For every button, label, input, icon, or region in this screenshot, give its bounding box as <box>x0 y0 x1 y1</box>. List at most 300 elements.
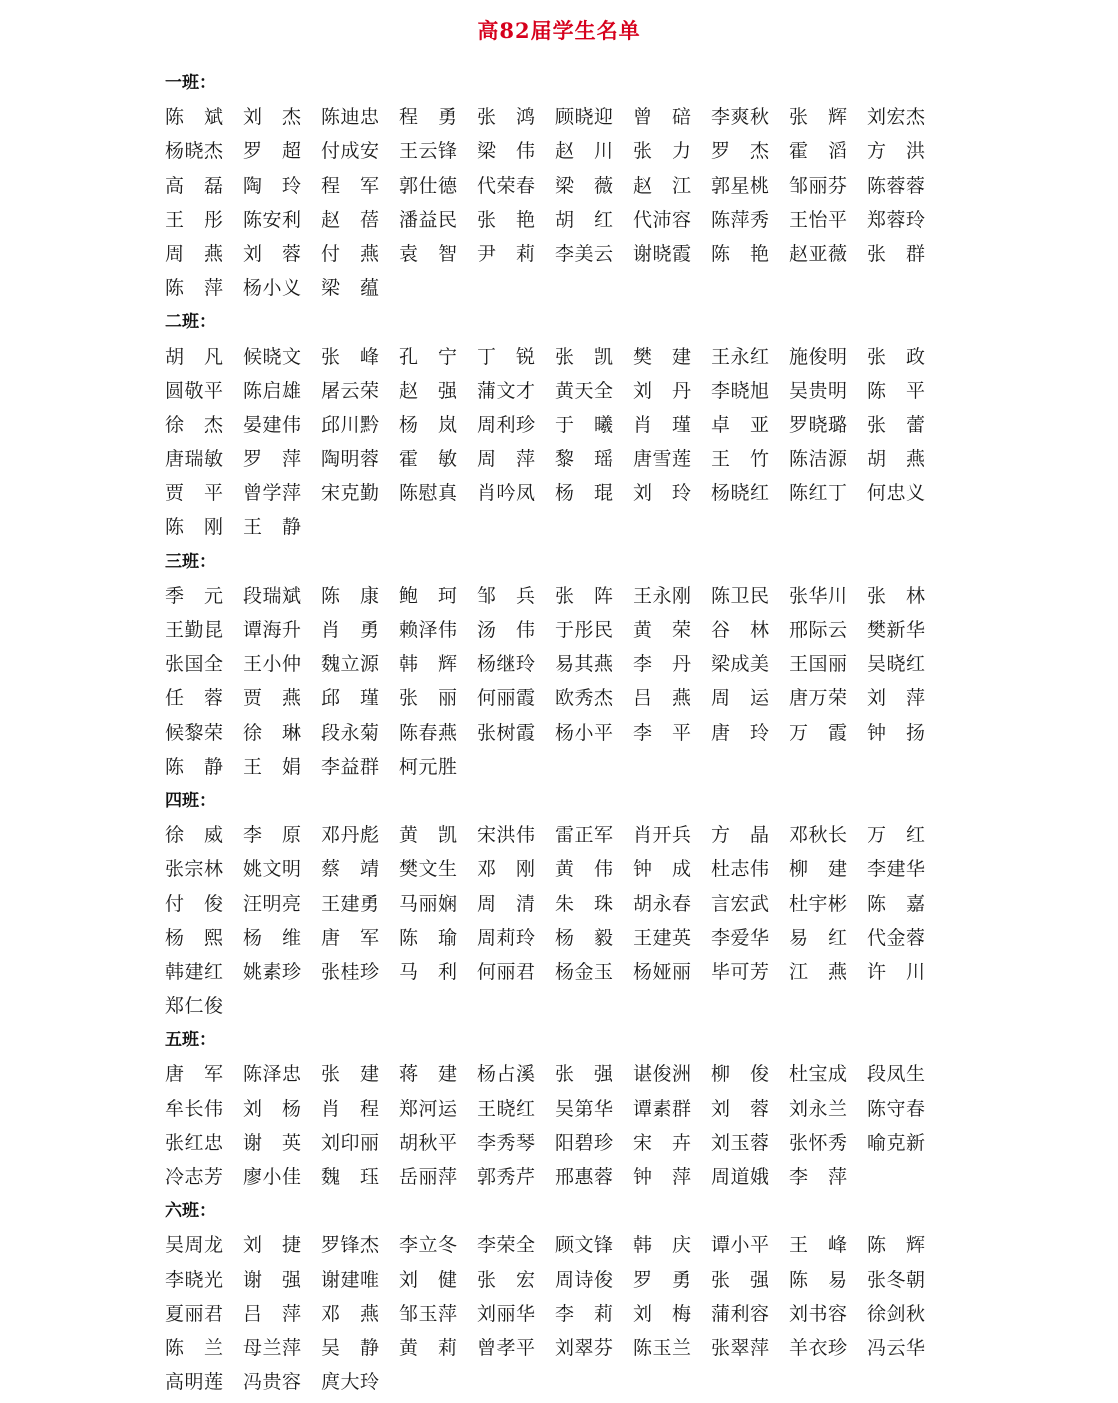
student-name: 姚素珍 <box>243 960 301 983</box>
class-section <box>165 545 965 784</box>
student-name: 陈启雄 <box>243 379 301 402</box>
student-name: 张怀秀 <box>789 1131 847 1154</box>
student-name: 蒲利容 <box>711 1302 769 1325</box>
student-name: 陈 康 <box>321 584 379 607</box>
student-name: 冯贵容 <box>243 1371 301 1394</box>
student-name: 罗 超 <box>243 140 301 163</box>
student-name: 宋克勤 <box>321 482 379 505</box>
student-name: 张 丽 <box>399 687 457 710</box>
student-name: 杨 琨 <box>555 482 613 505</box>
student-name: 李荣全 <box>477 1234 535 1257</box>
student-name: 李爱华 <box>711 926 769 949</box>
student-name: 陶 玲 <box>243 174 301 197</box>
student-name: 邓秋长 <box>789 824 847 847</box>
student-name: 高明莲 <box>165 1371 223 1394</box>
student-name: 马 利 <box>399 960 457 983</box>
student-name: 邱川黔 <box>321 413 379 436</box>
student-name: 刘翠芬 <box>555 1336 613 1359</box>
student-name: 圆敬平 <box>165 379 223 402</box>
student-name: 刘 玲 <box>633 482 691 505</box>
student-name: 黄天全 <box>555 379 613 402</box>
student-name: 杨 毅 <box>555 926 613 949</box>
student-name: 段永菊 <box>321 721 379 744</box>
student-name: 胡永春 <box>633 892 691 915</box>
student-name: 赖泽伟 <box>399 619 457 641</box>
student-name: 言宏武 <box>711 892 769 915</box>
student-name: 王建勇 <box>321 892 379 915</box>
class-heading: 六班： <box>165 1201 216 1222</box>
student-name: 梁 薇 <box>555 174 613 197</box>
student-name: 周利珍 <box>477 413 535 436</box>
student-name: 唐 军 <box>321 926 379 949</box>
student-name: 黄 伟 <box>555 858 613 881</box>
student-name: 汪明亮 <box>243 892 301 915</box>
student-name: 黄 莉 <box>399 1336 457 1359</box>
student-name: 季 元 <box>165 584 223 607</box>
student-name: 候晓文 <box>243 345 301 368</box>
student-name: 周 清 <box>477 892 535 915</box>
student-name: 刘玉蓉 <box>711 1131 769 1154</box>
student-name: 李晓光 <box>165 1268 223 1291</box>
student-name: 谢建唯 <box>321 1268 379 1291</box>
student-name: 孔 宁 <box>399 345 457 368</box>
student-name: 陈 辉 <box>867 1234 925 1257</box>
student-name: 万 霞 <box>789 721 847 744</box>
student-name: 程 勇 <box>399 106 457 129</box>
student-name: 韩建红 <box>165 960 223 983</box>
student-name: 钟 扬 <box>867 721 925 744</box>
student-name: 张桂珍 <box>321 960 379 983</box>
student-name: 陈玉兰 <box>633 1336 691 1359</box>
student-name: 陈 萍 <box>165 277 223 300</box>
student-name: 徐 琳 <box>243 721 301 744</box>
student-name: 丁 锐 <box>477 345 535 368</box>
student-name: 柳 建 <box>789 858 847 881</box>
student-name: 雷正军 <box>555 824 613 847</box>
student-name: 张 强 <box>711 1268 769 1291</box>
class-heading: 一班： <box>165 73 216 93</box>
student-name: 刘 丹 <box>633 379 691 402</box>
student-name: 刘 蓉 <box>243 242 301 265</box>
student-name: 陈 刚 <box>165 516 223 539</box>
student-name: 陈萍秀 <box>711 208 769 231</box>
student-name: 杜志伟 <box>711 858 769 881</box>
student-name: 张 峰 <box>321 345 379 368</box>
student-name: 吕 燕 <box>633 687 691 710</box>
student-name: 韩 辉 <box>399 653 457 676</box>
student-name: 王 峰 <box>789 1234 847 1257</box>
student-name: 陈红丁 <box>789 482 847 505</box>
student-name: 罗 杰 <box>711 140 769 163</box>
student-name: 于彤民 <box>555 619 613 641</box>
student-name: 陈迪忠 <box>321 106 379 129</box>
student-name: 张 宏 <box>477 1268 535 1291</box>
student-name: 朱 珠 <box>555 892 613 915</box>
student-name: 阳碧珍 <box>555 1131 613 1154</box>
student-name: 李 丹 <box>633 653 691 676</box>
student-name: 王永刚 <box>633 584 691 607</box>
student-name: 樊 建 <box>633 345 691 368</box>
class-heading: 二班： <box>165 312 216 333</box>
student-name: 付 俊 <box>165 892 223 915</box>
student-name: 唐万荣 <box>789 687 847 710</box>
student-name: 易其燕 <box>555 653 613 676</box>
student-name: 徐剑秋 <box>867 1302 925 1325</box>
student-name: 吴贵明 <box>789 379 847 402</box>
student-name: 邱 瑾 <box>321 687 379 710</box>
student-name: 毕可芳 <box>711 960 769 983</box>
student-name: 樊文生 <box>399 858 457 881</box>
student-name: 赵 强 <box>399 379 457 402</box>
student-name: 郭星桃 <box>711 174 769 197</box>
student-name: 邓 刚 <box>477 858 535 881</box>
student-name: 罗晓璐 <box>789 413 847 436</box>
student-name: 肖 瑾 <box>633 413 691 436</box>
student-names-grid <box>165 340 965 545</box>
student-name: 杨小义 <box>243 277 301 300</box>
student-name: 刘 萍 <box>867 687 925 710</box>
student-name: 吕 萍 <box>243 1302 301 1325</box>
student-name: 赵 江 <box>633 174 691 197</box>
student-name: 邢惠蓉 <box>555 1166 613 1188</box>
student-name: 陈 艳 <box>711 242 769 265</box>
student-name: 陈 平 <box>867 379 925 402</box>
student-name: 陈 易 <box>789 1268 847 1291</box>
student-name: 钟 萍 <box>633 1166 691 1188</box>
student-name: 鲍 珂 <box>399 584 457 607</box>
student-name: 樊新华 <box>867 619 925 641</box>
student-name: 陈 兰 <box>165 1336 223 1359</box>
student-name: 陶明蓉 <box>321 448 379 471</box>
student-name: 唐瑞敏 <box>165 448 223 471</box>
student-name: 郭秀芹 <box>477 1166 535 1188</box>
student-name: 谷 林 <box>711 619 769 641</box>
student-name: 贾 燕 <box>243 687 301 710</box>
student-name: 罗 萍 <box>243 448 301 471</box>
student-name: 夏丽君 <box>165 1302 223 1325</box>
class-section <box>165 784 965 1023</box>
student-name: 喻克新 <box>867 1131 925 1154</box>
student-name: 王怡平 <box>789 208 847 231</box>
student-name: 张 艳 <box>477 208 535 231</box>
class-heading: 五班： <box>165 1030 216 1051</box>
class-section <box>165 305 965 544</box>
student-name: 吴周龙 <box>165 1234 223 1257</box>
student-name: 刘 健 <box>399 1268 457 1291</box>
student-name: 李晓旭 <box>711 379 769 402</box>
student-name: 何丽君 <box>477 960 535 983</box>
student-name: 赵亚薇 <box>789 242 847 265</box>
student-name: 张 林 <box>867 584 925 607</box>
student-name: 罗锋杰 <box>321 1234 379 1257</box>
student-name: 刘 杨 <box>243 1097 301 1120</box>
student-name: 周 运 <box>711 687 769 710</box>
student-name: 张 凯 <box>555 345 613 368</box>
student-name: 张 阵 <box>555 584 613 607</box>
student-name: 张 群 <box>867 242 925 265</box>
student-name: 李 原 <box>243 824 301 847</box>
student-name: 张 强 <box>555 1063 613 1086</box>
student-name: 王晓红 <box>477 1097 535 1120</box>
student-name: 廖小佳 <box>243 1166 301 1188</box>
student-name: 段凤生 <box>867 1063 925 1086</box>
class-heading: 三班： <box>165 551 216 572</box>
student-name: 梁成美 <box>711 653 769 676</box>
student-name: 刘丽华 <box>477 1302 535 1325</box>
student-name: 张 辉 <box>789 106 847 129</box>
student-name: 方 晶 <box>711 824 769 847</box>
student-name: 李益群 <box>321 755 379 778</box>
student-names-grid <box>165 1228 965 1399</box>
student-name: 陈蓉蓉 <box>867 174 925 197</box>
student-name: 谢 强 <box>243 1268 301 1291</box>
student-name: 潘益民 <box>399 208 457 231</box>
student-name: 程 军 <box>321 174 379 197</box>
student-name: 陈 嘉 <box>867 892 925 915</box>
student-name: 肖吟凤 <box>477 482 535 505</box>
student-name: 王 娟 <box>243 755 301 778</box>
student-name: 施俊明 <box>789 345 847 368</box>
student-name: 周诗俊 <box>555 1268 613 1291</box>
student-name: 代金蓉 <box>867 926 925 949</box>
student-name: 郭仕德 <box>399 174 457 197</box>
student-name: 母兰萍 <box>243 1336 301 1359</box>
student-name: 王建英 <box>633 926 691 949</box>
student-name: 陈 斌 <box>165 106 223 129</box>
student-name: 谭素群 <box>633 1097 691 1120</box>
student-names-grid <box>165 100 965 305</box>
student-name: 胡秋平 <box>399 1131 457 1154</box>
student-name: 晏建伟 <box>243 413 301 436</box>
student-name: 张 蕾 <box>867 413 925 436</box>
student-name: 于 曦 <box>555 413 613 436</box>
student-name: 吴第华 <box>555 1097 613 1120</box>
student-name: 陈春燕 <box>399 721 457 744</box>
student-names-grid <box>165 818 965 1023</box>
student-name: 宋 卉 <box>633 1131 691 1154</box>
student-name: 付 燕 <box>321 242 379 265</box>
student-name: 邹 兵 <box>477 584 535 607</box>
student-name: 黄 凯 <box>399 824 457 847</box>
student-name: 刘宏杰 <box>867 106 925 129</box>
student-name: 杨占溪 <box>477 1063 535 1086</box>
student-name: 杨娅丽 <box>633 960 691 983</box>
student-name: 霍 滔 <box>789 140 847 163</box>
student-name: 万 红 <box>867 824 925 847</box>
student-name: 张华川 <box>789 584 847 607</box>
student-name: 谢晓霞 <box>633 242 691 265</box>
student-name: 李 莉 <box>555 1302 613 1325</box>
student-name: 杨 岚 <box>399 413 457 436</box>
student-name: 郑河运 <box>399 1097 457 1120</box>
student-name: 周 萍 <box>477 448 535 471</box>
student-name: 胡 凡 <box>165 345 223 368</box>
class-section <box>165 1194 965 1399</box>
student-name: 郑蓉玲 <box>867 208 925 231</box>
student-name: 张 建 <box>321 1063 379 1086</box>
student-name: 曾 碚 <box>633 106 691 129</box>
student-name: 梁 蕴 <box>321 277 379 300</box>
student-name: 汤 伟 <box>477 619 535 641</box>
student-name: 代沛容 <box>633 208 691 231</box>
student-name: 庹大玲 <box>321 1371 379 1394</box>
student-name: 杨晓杰 <box>165 140 223 163</box>
student-name: 吴 静 <box>321 1336 379 1359</box>
student-name: 尹 莉 <box>477 242 535 265</box>
student-name: 刘 杰 <box>243 106 301 129</box>
student-name: 刘 蓉 <box>711 1097 769 1120</box>
student-name: 欧秀杰 <box>555 687 613 710</box>
student-name: 任 蓉 <box>165 687 223 710</box>
student-name: 杨晓红 <box>711 482 769 505</box>
student-name: 候黎荣 <box>165 721 223 744</box>
student-name: 刘印丽 <box>321 1131 379 1154</box>
student-name: 张翠萍 <box>711 1336 769 1359</box>
student-name: 肖 程 <box>321 1097 379 1120</box>
student-name: 陈慰真 <box>399 482 457 505</box>
student-name: 陈洁源 <box>789 448 847 471</box>
student-name: 魏 珏 <box>321 1166 379 1188</box>
student-name: 高 磊 <box>165 174 223 197</box>
student-name: 王 静 <box>243 516 301 539</box>
student-name: 钟 成 <box>633 858 691 881</box>
student-name: 邹玉萍 <box>399 1302 457 1325</box>
student-names-grid <box>165 1057 965 1194</box>
student-name: 徐 威 <box>165 824 223 847</box>
student-name: 黎 瑶 <box>555 448 613 471</box>
student-name: 江 燕 <box>789 960 847 983</box>
student-name: 柯元胜 <box>399 755 457 778</box>
student-name: 谌俊洲 <box>633 1063 691 1086</box>
student-name: 李 平 <box>633 721 691 744</box>
student-name: 张 力 <box>633 140 691 163</box>
student-name: 周道娥 <box>711 1166 769 1188</box>
student-name: 唐雪莲 <box>633 448 691 471</box>
student-name: 羊衣珍 <box>789 1336 847 1359</box>
class-section <box>165 1023 965 1194</box>
student-name: 肖 勇 <box>321 619 379 641</box>
student-name: 邹丽芬 <box>789 174 847 197</box>
student-name: 杨 维 <box>243 926 301 949</box>
student-name: 屠云荣 <box>321 379 379 402</box>
student-name: 谭海升 <box>243 619 301 641</box>
student-name: 徐 杰 <box>165 413 223 436</box>
student-name: 陈卫民 <box>711 584 769 607</box>
student-name: 罗 勇 <box>633 1268 691 1291</box>
student-name: 梁 伟 <box>477 140 535 163</box>
student-name: 岳丽萍 <box>399 1166 457 1188</box>
student-name: 陈 瑜 <box>399 926 457 949</box>
student-name: 曾孝平 <box>477 1336 535 1359</box>
student-name: 顾晓迎 <box>555 106 613 129</box>
student-name: 易 红 <box>789 926 847 949</box>
student-name: 王 竹 <box>711 448 769 471</box>
student-name: 王勤昆 <box>165 619 223 641</box>
student-name: 王永红 <box>711 345 769 368</box>
student-name: 杨小平 <box>555 721 613 744</box>
student-name: 贾 平 <box>165 482 223 505</box>
student-name: 顾文锋 <box>555 1234 613 1257</box>
student-name: 代荣春 <box>477 174 535 197</box>
student-name: 李立冬 <box>399 1234 457 1257</box>
student-name: 冯云华 <box>867 1336 925 1359</box>
student-name: 唐 玲 <box>711 721 769 744</box>
student-name: 刘书容 <box>789 1302 847 1325</box>
student-name: 宋洪伟 <box>477 824 535 847</box>
student-name: 王 彤 <box>165 208 223 231</box>
student-name: 李秀琴 <box>477 1131 535 1154</box>
student-name: 刘 捷 <box>243 1234 301 1257</box>
student-name: 陈 静 <box>165 755 223 778</box>
student-name: 杨继玲 <box>477 653 535 676</box>
student-name: 王小仲 <box>243 653 301 676</box>
student-name: 谢 英 <box>243 1131 301 1154</box>
student-name: 杜宇彬 <box>789 892 847 915</box>
class-heading: 四班： <box>165 790 216 811</box>
student-name: 陈安利 <box>243 208 301 231</box>
student-name: 陈泽忠 <box>243 1063 301 1086</box>
student-name: 李 萍 <box>789 1166 847 1188</box>
student-name: 蒋 建 <box>399 1063 457 1086</box>
student-name: 李美云 <box>555 242 613 265</box>
student-name: 吴晓红 <box>867 653 925 676</box>
student-name: 黄 荣 <box>633 619 691 641</box>
student-name: 蒲文才 <box>477 379 535 402</box>
student-name: 杨金玉 <box>555 960 613 983</box>
student-name: 张 政 <box>867 345 925 368</box>
student-name: 邢际云 <box>789 619 847 641</box>
student-name: 王国丽 <box>789 653 847 676</box>
student-name: 曾学萍 <box>243 482 301 505</box>
student-name: 柳 俊 <box>711 1063 769 1086</box>
student-name: 肖开兵 <box>633 824 691 847</box>
student-name: 段瑞斌 <box>243 584 301 607</box>
class-list <box>165 66 965 1399</box>
student-name: 周 燕 <box>165 242 223 265</box>
student-name: 方 洪 <box>867 140 925 163</box>
class-section <box>165 66 965 305</box>
student-name: 唐 军 <box>165 1063 223 1086</box>
student-name: 邓丹彪 <box>321 824 379 847</box>
student-name: 何丽霞 <box>477 687 535 710</box>
student-name: 杜宝成 <box>789 1063 847 1086</box>
student-name: 王云锋 <box>399 140 457 163</box>
student-name: 卓 亚 <box>711 413 769 436</box>
student-name: 张宗林 <box>165 858 223 881</box>
student-name: 张红忠 <box>165 1131 223 1154</box>
student-names-grid <box>165 579 965 784</box>
student-name: 赵 蓓 <box>321 208 379 231</box>
student-name: 张冬朝 <box>867 1268 925 1291</box>
student-name: 李爽秋 <box>711 106 769 129</box>
student-name: 杨 熙 <box>165 926 223 949</box>
student-name: 付成安 <box>321 140 379 163</box>
student-name: 蔡 靖 <box>321 858 379 881</box>
student-name: 袁 智 <box>399 242 457 265</box>
student-name: 郑仁俊 <box>165 995 223 1018</box>
student-name: 韩 庆 <box>633 1234 691 1257</box>
student-name: 邓 燕 <box>321 1302 379 1325</box>
student-name: 谭小平 <box>711 1234 769 1257</box>
page-title: 高82届学生名单 <box>477 18 641 43</box>
student-name: 冷志芳 <box>165 1166 223 1188</box>
student-name: 何忠义 <box>867 482 925 505</box>
student-name: 周莉玲 <box>477 926 535 949</box>
student-name: 李建华 <box>867 858 925 881</box>
student-name: 霍 敏 <box>399 448 457 471</box>
student-name: 张国全 <box>165 653 223 676</box>
student-name: 姚文明 <box>243 858 301 881</box>
